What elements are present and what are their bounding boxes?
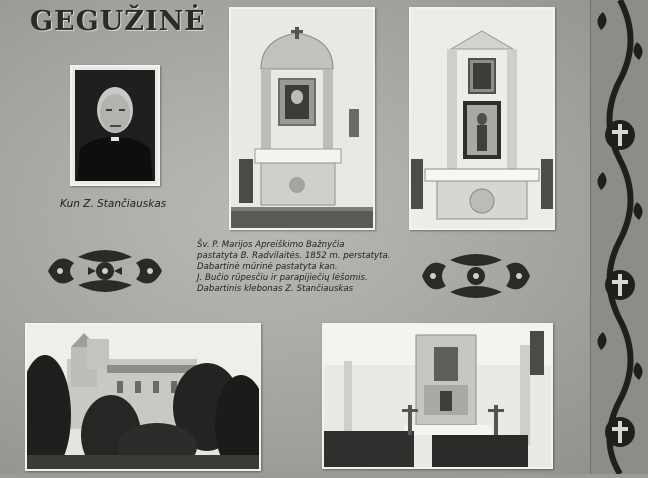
- church-description-caption: Šv. P. Marijos Apreiškimo Bažnyčia pastatyta B. Radvilaitės. 1852 m. perstatyta. Dabartinė mūrinė pastatyta kan. J. Bučio rūpesčiu ir parapijiečių lėšomis. Dabartinis klebonas Z. Stančiauskas: [197, 240, 391, 294]
- right-altar-image: [411, 9, 553, 228]
- church-exterior-photo: [25, 323, 261, 471]
- church-exterior-image: [27, 325, 259, 469]
- priest-portrait-image: [72, 67, 158, 184]
- right-ornament: [418, 250, 534, 302]
- cross-vine-ornament: [591, 0, 648, 474]
- cross-icon: [605, 120, 635, 150]
- cross-icon: [605, 417, 635, 447]
- left-ornament: [44, 245, 166, 297]
- church-interior-photo: [322, 323, 553, 469]
- priest-name-caption: Kun Z. Stančiauskas: [60, 198, 167, 210]
- church-interior-image: [324, 325, 551, 467]
- priest-portrait-photo: [70, 65, 160, 186]
- right-altar-photo: [409, 7, 555, 230]
- cross-icon: [605, 270, 635, 300]
- decorative-side-border: [590, 0, 648, 474]
- left-altar-photo: [229, 7, 375, 230]
- page-title: GEGUŽINĖ: [30, 6, 206, 37]
- left-altar-image: [231, 9, 373, 228]
